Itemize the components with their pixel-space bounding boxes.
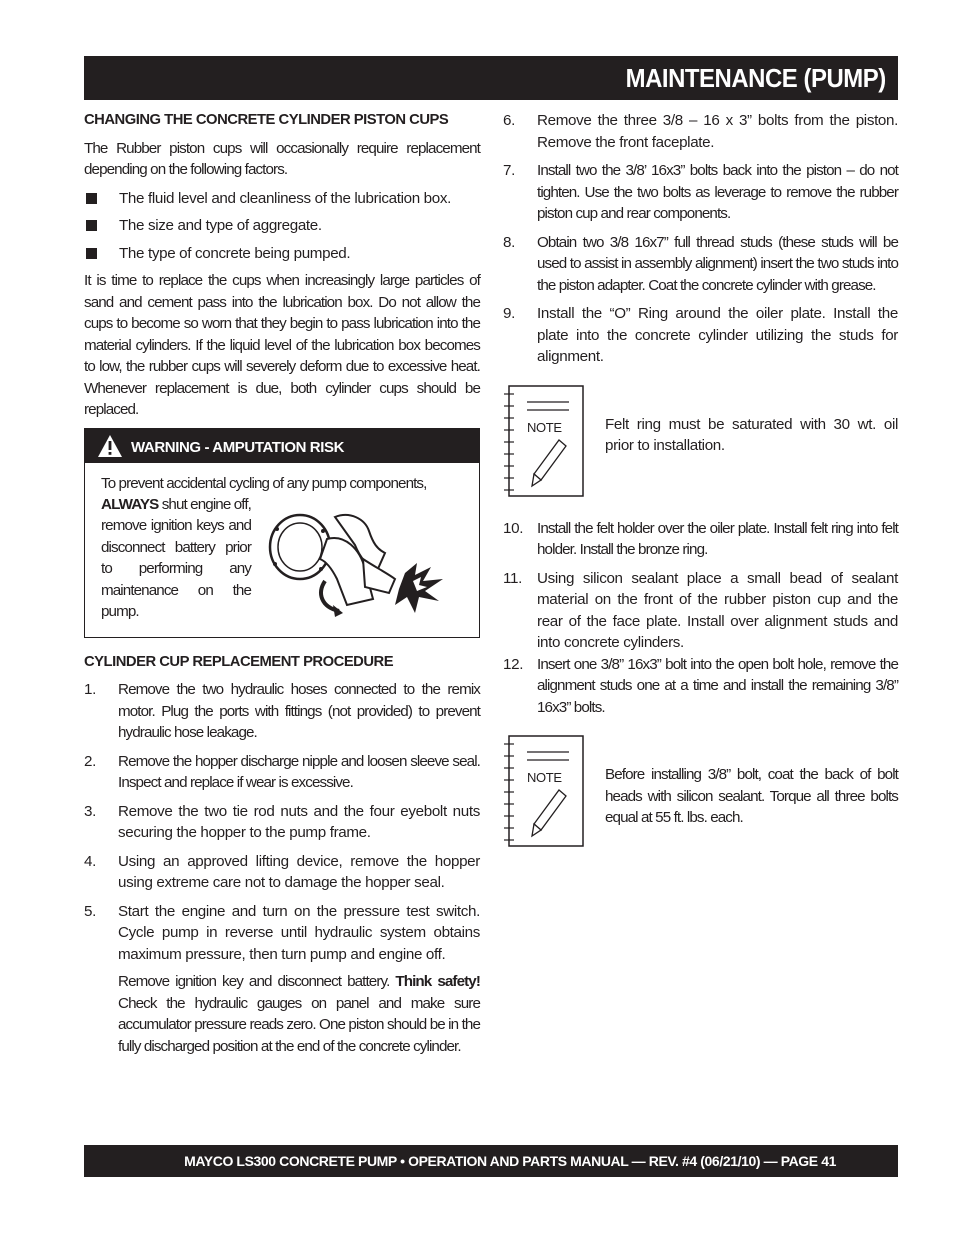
note-text: Felt ring must be saturated with 30 wt. oil prior to installation. bbox=[605, 415, 898, 454]
page-title: MAINTENANCE (PUMP) bbox=[625, 63, 886, 93]
step-item: 3. Remove the two tie rod nuts and the four eyebolt nuts securing the hopper to the pump frame. bbox=[84, 802, 480, 841]
note-pad-icon bbox=[503, 734, 585, 848]
intro-paragraph: The Rubber piston cups will occasionally require replacement depending on the following factors. bbox=[84, 139, 480, 178]
note-block-bolt-sealant bbox=[503, 734, 898, 852]
right-column bbox=[503, 110, 898, 868]
warning-box bbox=[84, 428, 480, 638]
step-item: 6. Remove the three 3/8 – 16 x 3” bolts from the piston. Remove the front faceplate. bbox=[503, 112, 898, 151]
square-bullet-icon bbox=[86, 220, 97, 231]
step-5-safety-paragraph: Remove ignition key and disconnect battery. Think safety! Check the hydraulic gauges on panel and make sure accumulator pressure reads zero. One piston should be in the fully discharged position at the end of the concrete cylinder. bbox=[118, 973, 480, 1055]
note-block-felt-ring bbox=[503, 384, 898, 502]
warning-text-line: To prevent accidental cycling of any pump components, bbox=[101, 474, 427, 492]
step-item: 5. Start the engine and turn on the pressure test switch. Cycle pump in reverse until hydraulic system obtains maximum pressure, then turn pump and engine off. bbox=[84, 902, 480, 963]
page-footer-bar bbox=[84, 1145, 898, 1177]
svg-text:NOTE: NOTE bbox=[527, 419, 562, 435]
step-item: 12. Insert one 3/8” 16x3” bolt into the open bolt hole, remove the alignment studs one at a time and install the remaining 3/8” 16x3” bolts. bbox=[503, 655, 898, 716]
pump-amputation-illustration bbox=[265, 509, 465, 621]
warning-triangle-icon bbox=[97, 434, 123, 458]
warning-title: WARNING - AMPUTATION RISK bbox=[131, 438, 345, 456]
section-heading-cup-replacement: CYLINDER CUP REPLACEMENT PROCEDURE bbox=[84, 653, 394, 670]
section-heading-piston-cups: CHANGING THE CONCRETE CYLINDER PISTON CUPS bbox=[84, 112, 449, 128]
footer-text: MAYCO LS300 CONCRETE PUMP • OPERATION AND PARTS MANUAL — REV. #4 (06/21/10) — PAGE 41 bbox=[184, 1153, 836, 1169]
warning-text-body: ALWAYS shut engine off, remove ignition keys and disconnect battery prior to performing any maintenance on the pump. bbox=[101, 495, 251, 620]
step-item: 4. Using an approved lifting device, remove the hopper using extreme care not to damage the hopper seal. bbox=[84, 852, 480, 891]
step-item: 11. Using silicon sealant place a small bead of sealant material on the front of the rubber piston cup and the rear of the face plate. Install over alignment studs and into concrete cylinders. bbox=[503, 569, 898, 651]
square-bullet-icon bbox=[86, 248, 97, 259]
left-column bbox=[84, 110, 480, 1057]
replacement-paragraph: It is time to replace the cups when increasingly large particles of sand and cement pass into the lubrication box. Do not allow the cups to become so worn that they begin to pass lubrication into the material cylinders. If the liquid level of the lubrication box becomes to low, the rubber cups will severely deform due to excessive heat. Whenever replacement is due, both cylinder cups should be replaced. bbox=[84, 272, 480, 418]
step-item: 9. Install the “O” Ring around the oiler plate. Install the plate into the concrete cylinder utilizing the studs for alignment. bbox=[503, 305, 898, 365]
note-text: Before installing 3/8” bolt, coat the back of bolt heads with silicon sealant. Torque all three bolts equal at 55 ft. lbs. each. bbox=[605, 766, 898, 826]
warning-header bbox=[85, 429, 479, 463]
step-item: 2. Remove the hopper discharge nipple and loosen sleeve seal. Inspect and replace if wear is excessive. bbox=[84, 752, 480, 791]
step-item: 7. Install two the 3/8’ 16x3” bolts back into the piston – do not tighten. Use the two bolts as leverage to remove the rubber piston cup and rear components. bbox=[503, 162, 898, 222]
step-item: 8. Obtain two 3/8 16x7” full thread studs (these studs will be used to assist in assembly alignment) insert the two studs into the piston adapter. Coat the concrete cylinder with grease. bbox=[503, 233, 898, 294]
bullet-item: The size and type of aggregate. bbox=[84, 215, 480, 237]
step-item: 10. Install the felt holder over the oiler plate. Install felt ring into felt holder. Install the bronze ring. bbox=[503, 519, 898, 558]
page-header-bar bbox=[84, 56, 898, 100]
svg-text:NOTE: NOTE bbox=[527, 770, 562, 785]
step-item: 1. Remove the two hydraulic hoses connected to the remix motor. Plug the ports with fittings (not provided) to prevent hydraulic hose leakage. bbox=[84, 681, 480, 741]
bullet-item: The fluid level and cleanliness of the lubrication box. bbox=[84, 188, 480, 210]
bullet-item: The type of concrete being pumped. bbox=[84, 243, 480, 265]
square-bullet-icon bbox=[86, 193, 97, 204]
note-pad-icon bbox=[503, 384, 585, 498]
